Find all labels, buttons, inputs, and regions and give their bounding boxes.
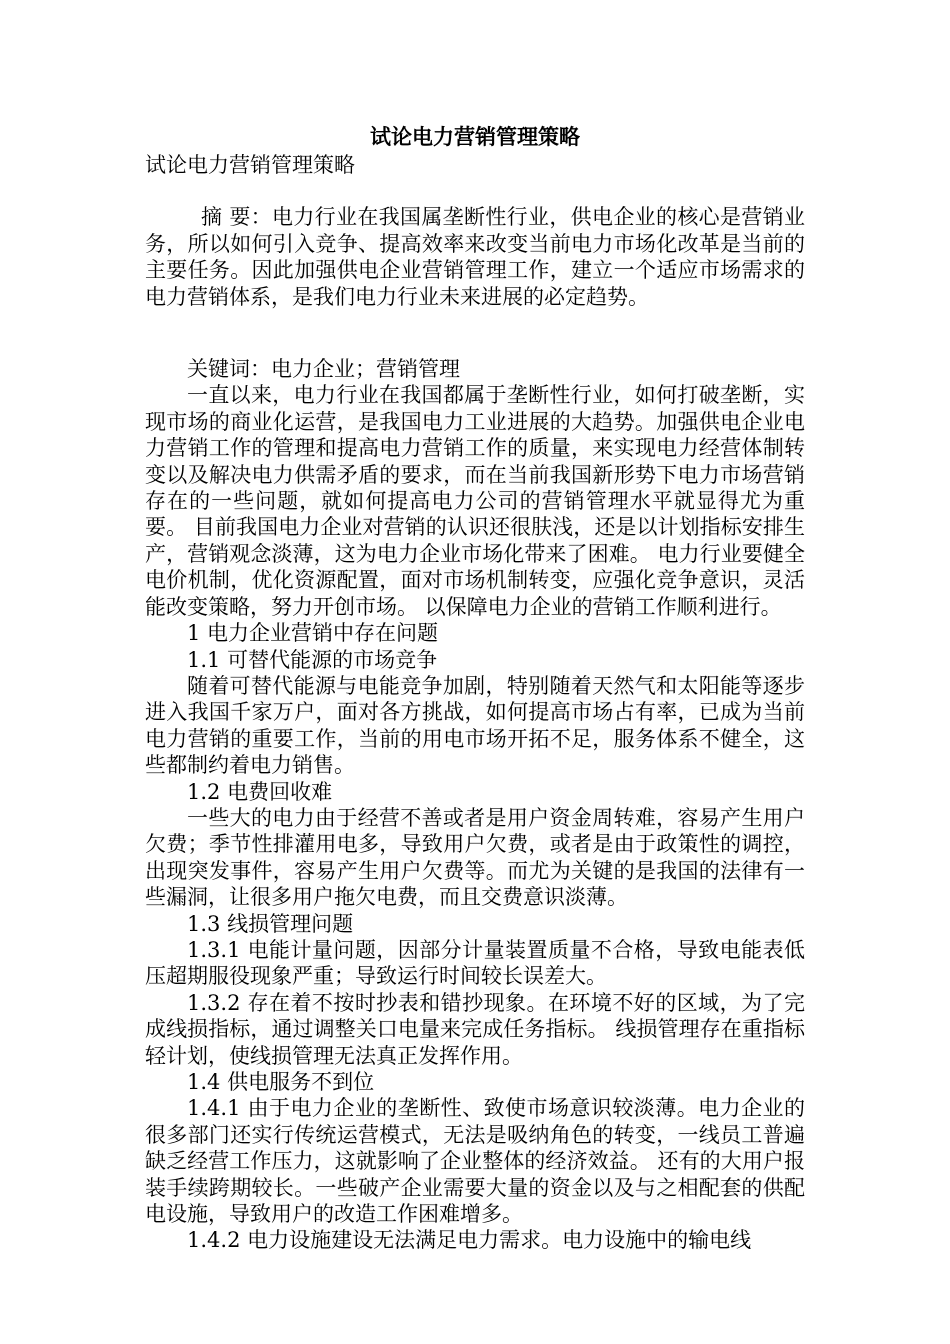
- body-paragraph: 1.4.1 由于电力企业的垄断性、致使市场意识较淡薄。电力企业的很多部门还实行传统运营模式，无法是吸纳角色的转变，一线员工普遍缺乏经营工作压力，这就影响了企业整体的经济效益。 还有的大用户报装手续跨期较长。一些破产企业需要大量的资金以及与之相配套的供配电设施，导致用户的改造工作困难增多。: [145, 1096, 805, 1227]
- spacer: [145, 310, 805, 356]
- subsection-heading: 1.4 供电服务不到位: [187, 1070, 375, 1094]
- document-page: [145, 122, 805, 1254]
- body-paragraph: 一些大的电力由于经营不善或者是用户资金周转难，容易产生用户欠费；季节性排灌用电多，导致用户欠费，或者是由于政策性的调控，出现突发事件，容易产生用户欠费等。而尤为关键的是我国的法律有一些漏洞，让很多用户拖欠电费，而且交费意识淡薄。: [145, 805, 805, 910]
- spacer: [145, 178, 805, 204]
- document-title: 试论电力营销管理策略: [370, 124, 580, 149]
- section-heading: 1 电力企业营销中存在问题: [187, 621, 439, 646]
- document-subtitle: 试论电力营销管理策略: [145, 153, 355, 177]
- subsection-heading: 1.1 可替代能源的市场竞争: [187, 647, 438, 672]
- body-paragraph: 一直以来，电力行业在我国都属于垄断性行业，如何打破垄断，实现市场的商业化运营，是我国电力工业进展的大趋势。加强供电企业电力营销工作的管理和提高电力营销工作的质量，来实现电力经营体制转变以及解决电力供需矛盾的要求，而在当前我国新形势下电力市场营销存在的一些问题，就如何提高电力公司的营销管理水平就显得尤为重要。 目前我国电力企业对营销的认识还很肤浅，还是以计划指标安排生产，营销观念淡薄，这为电力企业市场化带来了困难。 电力行业要健全电价机制，优化资源配置，面对市场机制转变，应强化竞争意识，灵活能改变策略，努力开创市场。 以保障电力企业的营销工作顺利进行。: [145, 383, 805, 619]
- body-paragraph: 1.3.1 电能计量问题，因部分计量装置质量不合格，导致电能表低压超期服役现象严重；导致运行时间较长误差大。: [145, 937, 805, 989]
- abstract-paragraph: 摘 要：电力行业在我国属垄断性行业，供电企业的核心是营销业务，所以如何引入竞争、提高效率来改变当前电力市场化改革是当前的主要任务。因此加强供电企业营销管理工作，建立一个适应市场需求的电力营销体系，是我们电力行业未来进展的必定趋势。: [145, 205, 805, 309]
- keywords-line: 关键词：电力企业；营销管理: [187, 357, 460, 382]
- body-paragraph: 随着可替代能源与电能竞争加剧，特别随着天然气和太阳能等逐步进入我国千家万户，面对各方挑战，如何提高市场占有率，已成为当前电力营销的重要工作，当前的用电市场开拓不足，服务体系不健全，这些都制约着电力销售。: [145, 673, 805, 778]
- subsection-heading: 1.3 线损管理问题: [187, 911, 354, 936]
- body-paragraph: 1.3.2 存在着不按时抄表和错抄现象。在环境不好的区域，为了完成线损指标，通过调整关口电量来完成任务指标。 线损管理存在重指标轻计划，使线损管理无法真正发挥作用。: [145, 990, 805, 1068]
- subsection-heading: 1.2 电费回收难: [187, 779, 333, 804]
- body-paragraph: 1.4.2 电力设施建设无法满足电力需求。电力设施中的输电线: [187, 1228, 752, 1253]
